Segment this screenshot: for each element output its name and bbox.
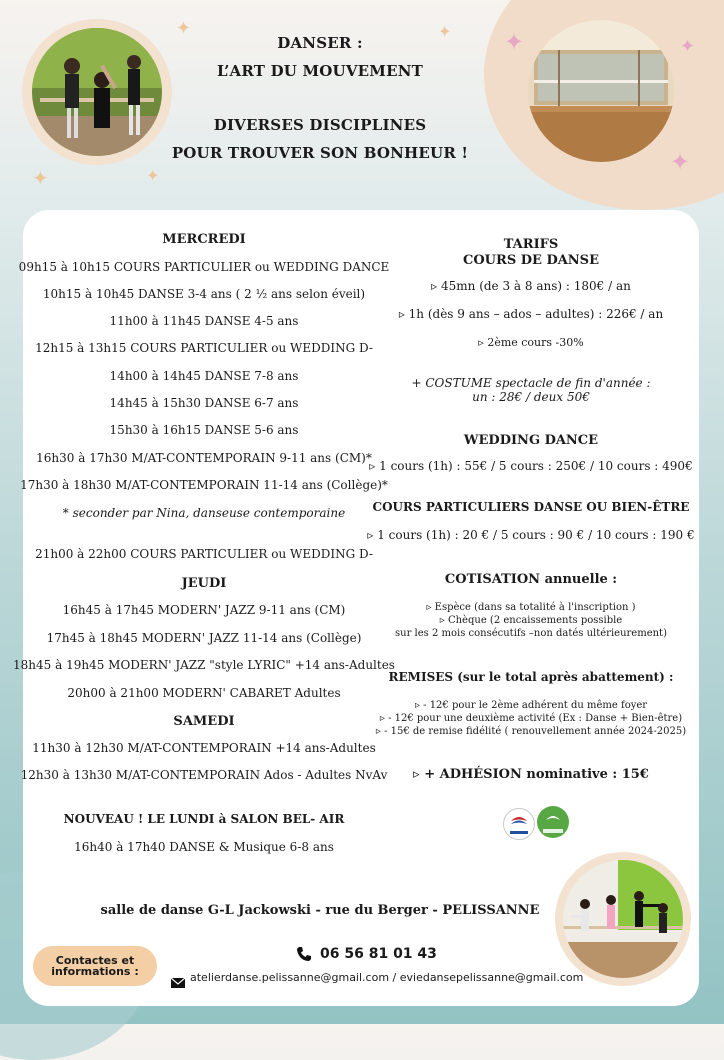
cotisation-line: sur les 2 mois consécutifs –non datés ultérieurement) bbox=[395, 628, 667, 639]
wedding-price: ▹ 1 cours (1h) : 55€ / 5 cours : 250€ / 10 cours : 490€ bbox=[369, 459, 693, 473]
sparkle-icon: ✦ bbox=[438, 22, 452, 41]
tarif-item: ▹ 45mn (de 3 à 8 ans) : 180€ / an bbox=[431, 279, 631, 293]
schedule-item: 17h30 à 18h30 M/AT-CONTEMPORAIN 11-14 ans (Collège)* bbox=[20, 478, 388, 492]
lundi-title: NOUVEAU ! LE LUNDI à SALON BEL- AIR bbox=[63, 812, 345, 826]
sparkle-icon: ✦ bbox=[32, 166, 49, 190]
tarif-item: ▹ 2ème cours -30% bbox=[478, 336, 584, 349]
tarif-item: ▹ 1h (dès 9 ans – ados – adultes) : 226€ / an bbox=[398, 307, 664, 321]
header-line-4: POUR TROUVER SON BONHEUR ! bbox=[171, 144, 469, 162]
schedule-item: 12h30 à 13h30 M/AT-CONTEMPORAIN Ados - Adultes NvAv bbox=[20, 768, 388, 782]
day-title-mercredi: MERCREDI bbox=[162, 232, 246, 247]
contact-label bbox=[33, 946, 157, 986]
remise-line: ▹ - 15€ de remise fidélité ( renouvellement année 2024-2025) bbox=[375, 726, 687, 737]
sparkle-icon: ✦ bbox=[680, 36, 696, 57]
day-title-samedi: SAMEDI bbox=[173, 714, 235, 729]
tarifs-subtitle: COURS DE DANSE bbox=[463, 253, 599, 268]
schedule-item: 11h30 à 12h30 M/AT-CONTEMPORAIN +14 ans-Adultes bbox=[32, 741, 376, 755]
wedding-title: WEDDING DANCE bbox=[463, 433, 599, 448]
adhesion-line: ▹ + ADHÉSION nominative : 15€ bbox=[413, 767, 649, 782]
sparkle-icon: ✦ bbox=[670, 148, 691, 176]
association-logo bbox=[537, 806, 569, 838]
phone-number[interactable]: 06 56 81 01 43 bbox=[320, 946, 437, 962]
email-addresses[interactable]: atelierdanse.pelissanne@gmail.com / eviedansepelissanne@gmail.com bbox=[190, 971, 584, 984]
schedule-item: 14h45 à 15h30 DANSE 6-7 ans bbox=[109, 396, 299, 410]
schedule-item: 17h45 à 18h45 MODERN' JAZZ 11-14 ans (Collège) bbox=[46, 631, 362, 645]
schedule-item: 09h15 à 10h15 COURS PARTICULIER ou WEDDING DANCE bbox=[18, 260, 390, 274]
sparkle-icon: ✦ bbox=[504, 28, 525, 56]
cotisation-line: ▹ Chèque (2 encaissements possible bbox=[439, 615, 623, 626]
federation-logo bbox=[503, 808, 535, 840]
cotisation-line: ▹ Espèce (dans sa totalité à l'inscription ) bbox=[426, 602, 636, 613]
remises-title: REMISES (sur le total après abattement) : bbox=[388, 670, 674, 684]
schedule-item: 16h30 à 17h30 M/AT-CONTEMPORAIN 9-11 ans (CM)* bbox=[36, 451, 372, 465]
header-line-2: L’ART DU MOUVEMENT bbox=[216, 62, 424, 80]
costume-line-2: un : 28€ / deux 50€ bbox=[472, 390, 590, 404]
cotisation-title: COTISATION annuelle : bbox=[444, 572, 618, 587]
schedule-item: 16h45 à 17h45 MODERN' JAZZ 9-11 ans (CM) bbox=[62, 603, 346, 617]
schedule-note: * seconder par Nina, danseuse contemporaine bbox=[62, 506, 346, 520]
studio-photo-top-right bbox=[528, 20, 674, 162]
schedule-item: 16h40 à 17h40 DANSE & Musique 6-8 ans bbox=[74, 840, 334, 854]
sparkle-icon: ✦ bbox=[146, 166, 160, 185]
schedule-item: 10h15 à 10h45 DANSE 3-4 ans ( 2 ½ ans selon éveil) bbox=[42, 287, 366, 301]
schedule-item: 18h45 à 19h45 MODERN' JAZZ "style LYRIC" +14 ans-Adultes bbox=[13, 658, 395, 672]
particuliers-price: ▹ 1 cours (1h) : 20 € / 5 cours : 90 € / 10 cours : 190 € bbox=[367, 528, 695, 542]
header-line-1: DANSER : bbox=[277, 34, 363, 52]
schedule-item: 11h00 à 11h45 DANSE 4-5 ans bbox=[109, 314, 299, 328]
remise-line: ▹ - 12€ pour une deuxième activité (Ex : Danse + Bien-être) bbox=[379, 713, 683, 724]
schedule-item: 12h15 à 13h15 COURS PARTICULIER ou WEDDING D- bbox=[35, 341, 373, 355]
dancers-photo-bottom-right bbox=[563, 860, 683, 978]
header-line-3: DIVERSES DISCIPLINES bbox=[213, 116, 427, 134]
schedule-item: 14h00 à 14h45 DANSE 7-8 ans bbox=[109, 369, 299, 383]
phone-icon bbox=[296, 946, 312, 966]
tarifs-title: TARIFS bbox=[503, 237, 559, 252]
day-title-jeudi: JEUDI bbox=[181, 576, 227, 591]
schedule-item: 15h30 à 16h15 DANSE 5-6 ans bbox=[109, 423, 299, 437]
schedule-item: 20h00 à 21h00 MODERN' CABARET Adultes bbox=[67, 686, 341, 700]
particuliers-title: COURS PARTICULIERS DANSE OU BIEN-ÊTRE bbox=[372, 500, 690, 514]
remise-line: ▹ - 12€ pour le 2ème adhérent du même foyer bbox=[414, 700, 648, 711]
contact-label-line-2: informations : bbox=[51, 965, 139, 978]
sparkle-icon: ✦ bbox=[176, 18, 192, 39]
contact-label-line-1: Contactes et bbox=[55, 954, 135, 967]
address: salle de danse G-L Jackowski - rue du Berger - PELISSANNE bbox=[100, 903, 540, 918]
email-icon bbox=[171, 973, 185, 992]
schedule-item: 21h00 à 22h00 COURS PARTICULIER ou WEDDING D- bbox=[35, 547, 373, 561]
costume-line-1: + COSTUME spectacle de fin d'année : bbox=[411, 376, 651, 390]
